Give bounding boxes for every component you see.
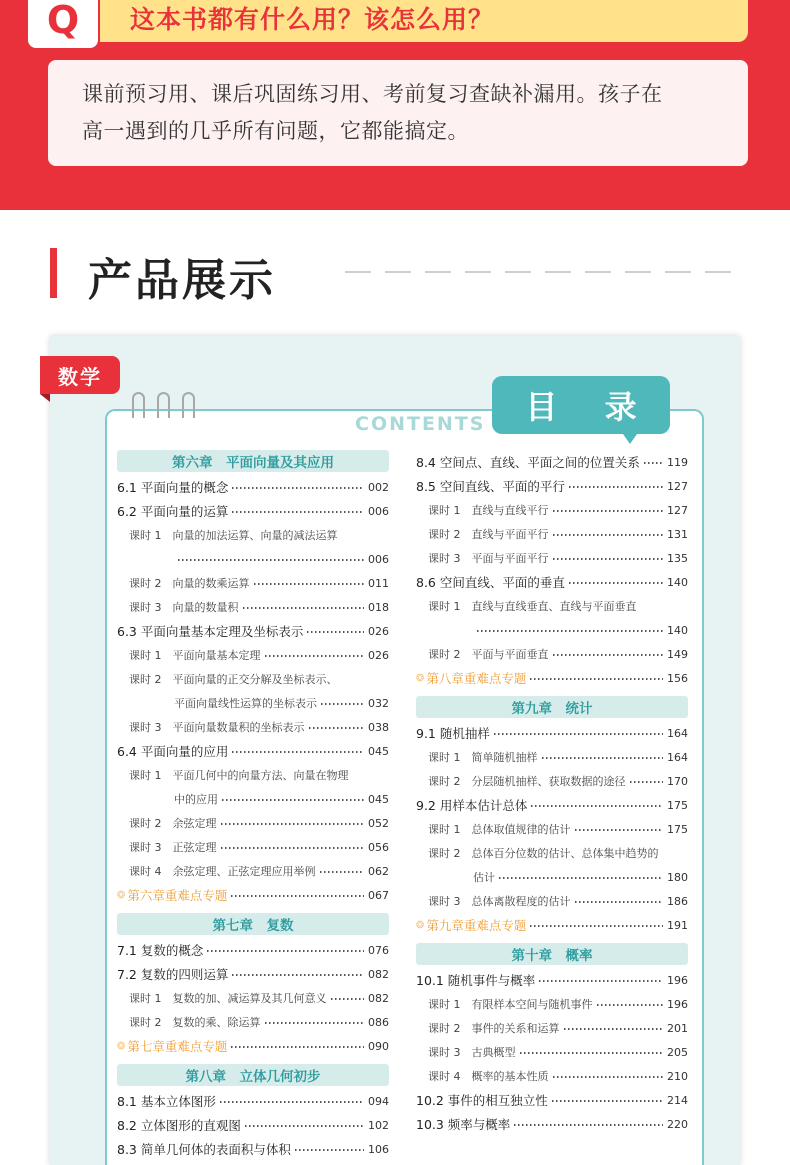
toc-entry-title: 9.1 随机抽样 xyxy=(416,726,490,741)
leader-dots xyxy=(514,1124,663,1126)
toc-lesson-row xyxy=(117,547,389,571)
question-title: 这本书都有什么用？该怎么用？ xyxy=(130,5,495,34)
toc-page-number: 038 xyxy=(368,720,389,734)
toc-section-row xyxy=(416,1112,688,1136)
leader-dots xyxy=(231,1046,364,1048)
toc-entry-title: 7.1 复数的概念 xyxy=(117,943,204,958)
leader-dots xyxy=(207,950,364,952)
toc-lesson-row xyxy=(416,498,688,522)
toc-entry-title: 估计 xyxy=(473,871,495,884)
toc-lesson-row xyxy=(416,642,688,666)
toc-entry-title: 课时 1 平面几何中的向量方法、向量在物理 xyxy=(129,769,349,782)
leader-dots xyxy=(564,1028,664,1030)
leader-dots xyxy=(265,1022,365,1024)
toc-page-number: 205 xyxy=(667,1045,688,1059)
toc-section-row xyxy=(416,570,688,594)
toc-entry-title: 课时 3 平面与平面平行 xyxy=(428,552,549,565)
leader-dots xyxy=(553,654,664,656)
toc-lesson-row xyxy=(117,986,389,1010)
leader-dots xyxy=(494,733,663,735)
leader-dots xyxy=(232,974,364,976)
toc-section-row xyxy=(117,475,389,499)
toc-lesson-row xyxy=(416,769,688,793)
toc-page-number: 102 xyxy=(368,1118,389,1132)
leader-dots xyxy=(265,655,365,657)
toc-lesson-row xyxy=(416,522,688,546)
toc-page-number: 201 xyxy=(667,1021,688,1035)
toc-entry-title: 课时 1 向量的加法运算、向量的减法运算 xyxy=(129,529,338,542)
toc-lesson-row xyxy=(416,841,688,865)
toc-entry-title: 课时 3 平面向量数量积的坐标表示 xyxy=(129,721,305,734)
toc-lesson-row xyxy=(117,571,389,595)
leader-dots xyxy=(243,607,365,609)
contents-word: CONTENTS xyxy=(355,413,486,435)
leader-dots xyxy=(575,901,664,903)
toc-page-number: 119 xyxy=(667,455,688,469)
toc-key-topic-row xyxy=(117,1034,389,1058)
leader-dots xyxy=(553,534,664,536)
toc-entry-title: 10.1 随机事件与概率 xyxy=(416,973,536,988)
leader-dots xyxy=(552,1100,663,1102)
toc-page-number: 175 xyxy=(667,798,688,812)
toc-entry-title: 8.2 立体图形的直观图 xyxy=(117,1118,241,1133)
toc-entry-title: 6.3 平面向量基本定理及坐标表示 xyxy=(117,624,304,639)
toc-lesson-row xyxy=(117,715,389,739)
toc-lesson-row xyxy=(416,594,688,618)
mulu-speech-tail xyxy=(623,434,637,444)
leader-dots xyxy=(232,487,364,489)
leader-dots xyxy=(531,805,663,807)
toc-page-number: 062 xyxy=(368,864,389,878)
toc-section-row xyxy=(117,1089,389,1113)
toc-lesson-row xyxy=(117,811,389,835)
toc-entry-title: 课时 3 古典概型 xyxy=(428,1046,516,1059)
toc-page-number: 006 xyxy=(368,504,389,518)
toc-section-row xyxy=(416,1088,688,1112)
flower-bullet-icon: ❂ xyxy=(117,1040,126,1052)
toc-section-row xyxy=(416,450,688,474)
leader-dots xyxy=(307,631,364,633)
toc-entry-title: 课时 1 复数的加、减运算及其几何意义 xyxy=(129,992,327,1005)
toc-page-number: 086 xyxy=(368,1015,389,1029)
toc-page-number: 191 xyxy=(667,918,688,932)
answer-line-1: 课前预习用、课后巩固练习用、考前复习查缺补漏用。孩子在 xyxy=(82,82,663,106)
binder-ring-icon xyxy=(182,392,195,418)
section-title: 产品展示 xyxy=(88,255,276,306)
toc-lesson-row xyxy=(117,787,389,811)
toc-chapter-heading: 第六章 平面向量及其应用 xyxy=(117,450,389,472)
toc-entry-title: 课时 2 平面与平面垂直 xyxy=(428,648,549,661)
toc-page-number: 002 xyxy=(368,480,389,494)
toc-chapter-heading: 第九章 统计 xyxy=(416,696,688,718)
toc-entry-title: 10.3 频率与概率 xyxy=(416,1117,511,1132)
toc-chapter-heading: 第七章 复数 xyxy=(117,913,389,935)
toc-entry-title: 8.3 简单几何体的表面积与体积 xyxy=(117,1142,291,1157)
toc-lesson-row xyxy=(416,817,688,841)
toc-lesson-row xyxy=(416,546,688,570)
toc-entry-title: 第八章重难点专题 xyxy=(426,671,527,686)
toc-entry-title: 8.6 空间直线、平面的垂直 xyxy=(416,575,565,590)
section-accent-bar xyxy=(50,248,57,298)
toc-entry-title: 课时 2 余弦定理 xyxy=(129,817,217,830)
flower-bullet-icon: ❂ xyxy=(416,672,425,684)
leader-dots xyxy=(542,757,664,759)
toc-page-number: 127 xyxy=(667,503,688,517)
toc-section-row xyxy=(117,938,389,962)
leader-dots xyxy=(644,462,663,464)
toc-entry-title: 8.5 空间直线、平面的平行 xyxy=(416,479,565,494)
toc-lesson-row xyxy=(117,835,389,859)
leader-dots xyxy=(477,630,663,632)
toc-entry-title: 课时 2 平面向量的正交分解及坐标表示、 xyxy=(129,673,338,686)
toc-entry-title: 8.1 基本立体图形 xyxy=(117,1094,216,1109)
toc-section-row xyxy=(416,793,688,817)
toc-entry-title: 7.2 复数的四则运算 xyxy=(117,967,229,982)
toc-entry-title: 课时 3 总体离散程度的估计 xyxy=(428,895,571,908)
toc-entry-title: 课时 3 正弦定理 xyxy=(129,841,217,854)
toc-page-number: 045 xyxy=(368,744,389,758)
toc-page-number: 026 xyxy=(368,648,389,662)
toc-page-number: 196 xyxy=(667,973,688,987)
toc-entry-title: 6.4 平面向量的应用 xyxy=(117,744,229,759)
toc-entry-title: 课时 2 事件的关系和运算 xyxy=(428,1022,560,1035)
toc-entry-title: 8.4 空间点、直线、平面之间的位置关系 xyxy=(416,455,640,470)
toc-section-row xyxy=(117,499,389,523)
toc-page-number: 180 xyxy=(667,870,688,884)
q-badge xyxy=(28,0,98,48)
leader-dots xyxy=(539,980,663,982)
toc-lesson-row xyxy=(416,992,688,1016)
toc-key-topic-row xyxy=(416,666,688,690)
flower-bullet-icon: ❂ xyxy=(117,889,126,901)
toc-page-number: 156 xyxy=(667,671,688,685)
toc-entry-title: 课时 4 余弦定理、正弦定理应用举例 xyxy=(129,865,316,878)
answer-card xyxy=(48,60,748,166)
toc-page-number: 196 xyxy=(667,997,688,1011)
toc-lesson-row xyxy=(117,523,389,547)
leader-dots xyxy=(569,582,663,584)
toc-page-number: 214 xyxy=(667,1093,688,1107)
leader-dots xyxy=(232,511,364,513)
toc-chapter-heading: 第十章 概率 xyxy=(416,943,688,965)
toc-page-number: 026 xyxy=(368,624,389,638)
leader-dots xyxy=(331,998,365,1000)
leader-dots xyxy=(530,925,663,927)
leader-dots xyxy=(178,559,364,561)
toc-entry-title: 课时 1 平面向量基本定理 xyxy=(129,649,261,662)
toc-page-number: 045 xyxy=(368,792,389,806)
toc-lesson-row xyxy=(117,763,389,787)
toc-entry-title: 课时 2 向量的数乘运算 xyxy=(129,577,250,590)
toc-lesson-row xyxy=(416,618,688,642)
toc-section-row xyxy=(117,1113,389,1137)
toc-lesson-row xyxy=(416,889,688,913)
toc-page-number: 056 xyxy=(368,840,389,854)
leader-dots xyxy=(520,1052,664,1054)
toc-entry-title: 课时 2 总体百分位数的估计、总体集中趋势的 xyxy=(428,847,659,860)
flower-bullet-icon: ❂ xyxy=(416,919,425,931)
mulu-heading: 目 录 xyxy=(492,376,670,434)
toc-page-number: 018 xyxy=(368,600,389,614)
toc-lesson-row xyxy=(117,595,389,619)
toc-page-number: 210 xyxy=(667,1069,688,1083)
leader-dots xyxy=(320,871,365,873)
section-dash-divider xyxy=(345,271,735,273)
toc-entry-title: 课时 2 分层随机抽样、获取数据的途径 xyxy=(428,775,626,788)
leader-dots xyxy=(569,486,663,488)
toc-page-number: 082 xyxy=(368,991,389,1005)
toc-lesson-row xyxy=(117,643,389,667)
toc-page-number: 140 xyxy=(667,623,688,637)
toc-entry-title: 课时 1 直线与直线垂直、直线与平面垂直 xyxy=(428,600,637,613)
toc-entry-title: 课时 1 有限样本空间与随机事件 xyxy=(428,998,593,1011)
toc-entry-title: 中的应用 xyxy=(174,793,218,806)
leader-dots xyxy=(499,877,663,879)
toc-entry-title: 课时 2 直线与平面平行 xyxy=(428,528,549,541)
toc-lesson-row xyxy=(117,859,389,883)
leader-dots xyxy=(597,1004,664,1006)
toc-section-row xyxy=(117,619,389,643)
leader-dots xyxy=(321,703,364,705)
toc-lesson-row xyxy=(416,1016,688,1040)
toc-page-number: 164 xyxy=(667,750,688,764)
toc-page-number: 090 xyxy=(368,1039,389,1053)
toc-lesson-row xyxy=(416,1064,688,1088)
toc-page-number: 186 xyxy=(667,894,688,908)
leader-dots xyxy=(553,558,664,560)
toc-page-number: 220 xyxy=(667,1117,688,1131)
toc-entry-title: 10.2 事件的相互独立性 xyxy=(416,1093,548,1108)
toc-entry-title: 第六章重难点专题 xyxy=(127,888,228,903)
leader-dots xyxy=(309,727,365,729)
leader-dots xyxy=(295,1149,364,1151)
toc-entry-title: 课时 4 概率的基本性质 xyxy=(428,1070,549,1083)
toc-section-row xyxy=(416,474,688,498)
toc-entry-title: 课时 1 简单随机抽样 xyxy=(428,751,538,764)
toc-lesson-row xyxy=(416,1040,688,1064)
subject-tag-fold xyxy=(40,394,50,402)
toc-page-number: 175 xyxy=(667,822,688,836)
answer-line-2: 高一遇到的几乎所有问题，它都能搞定。 xyxy=(82,119,469,143)
leader-dots xyxy=(530,678,663,680)
toc-page-number: 032 xyxy=(368,696,389,710)
q-letter: Q xyxy=(46,0,80,42)
toc-lesson-row xyxy=(117,691,389,715)
leader-dots xyxy=(221,847,365,849)
leader-dots xyxy=(232,751,364,753)
toc-lesson-row xyxy=(416,865,688,889)
toc-section-row xyxy=(416,721,688,745)
toc-left-column xyxy=(117,450,389,1161)
toc-entry-title: 课时 1 总体取值规律的估计 xyxy=(428,823,571,836)
toc-entry-title: 第七章重难点专题 xyxy=(127,1039,228,1054)
toc-lesson-row xyxy=(117,1010,389,1034)
toc-page-number: 082 xyxy=(368,967,389,981)
toc-chapter-heading: 第八章 立体几何初步 xyxy=(117,1064,389,1086)
toc-page-number: 135 xyxy=(667,551,688,565)
toc-key-topic-row xyxy=(416,913,688,937)
toc-page-number: 140 xyxy=(667,575,688,589)
toc-entry-title: 6.1 平面向量的概念 xyxy=(117,480,229,495)
toc-section-row xyxy=(117,1137,389,1161)
toc-section-row xyxy=(117,739,389,763)
toc-page-number: 052 xyxy=(368,816,389,830)
toc-page-number: 106 xyxy=(368,1142,389,1156)
toc-page-number: 076 xyxy=(368,943,389,957)
toc-page-number: 149 xyxy=(667,647,688,661)
leader-dots xyxy=(220,1101,364,1103)
leader-dots xyxy=(254,583,365,585)
leader-dots xyxy=(221,823,365,825)
question-title-bar xyxy=(100,0,748,42)
toc-entry-title: 课时 3 向量的数量积 xyxy=(129,601,239,614)
toc-section-row xyxy=(416,968,688,992)
toc-key-topic-row xyxy=(117,883,389,907)
toc-page-number: 170 xyxy=(667,774,688,788)
leader-dots xyxy=(231,895,364,897)
toc-lesson-row xyxy=(117,667,389,691)
toc-entry-title: 课时 2 复数的乘、除运算 xyxy=(129,1016,261,1029)
binder-ring-icon xyxy=(157,392,170,418)
leader-dots xyxy=(553,510,664,512)
toc-section-row xyxy=(117,962,389,986)
toc-entry-title: 第九章重难点专题 xyxy=(426,918,527,933)
leader-dots xyxy=(222,799,364,801)
subject-tag: 数学 xyxy=(40,356,120,394)
leader-dots xyxy=(245,1125,364,1127)
leader-dots xyxy=(553,1076,664,1078)
leader-dots xyxy=(575,829,664,831)
toc-page-number: 006 xyxy=(368,552,389,566)
toc-right-column xyxy=(416,450,688,1136)
toc-page-number: 011 xyxy=(368,576,389,590)
toc-page-number: 094 xyxy=(368,1094,389,1108)
toc-page-number: 127 xyxy=(667,479,688,493)
toc-entry-title: 平面向量线性运算的坐标表示 xyxy=(174,697,317,710)
toc-page-number: 067 xyxy=(368,888,389,902)
toc-entry-title: 6.2 平面向量的运算 xyxy=(117,504,229,519)
toc-page-number: 131 xyxy=(667,527,688,541)
toc-page-number: 164 xyxy=(667,726,688,740)
toc-lesson-row xyxy=(416,745,688,769)
toc-entry-title: 9.2 用样本估计总体 xyxy=(416,798,528,813)
leader-dots xyxy=(630,781,664,783)
binder-ring-icon xyxy=(132,392,145,418)
toc-entry-title: 课时 1 直线与直线平行 xyxy=(428,504,549,517)
